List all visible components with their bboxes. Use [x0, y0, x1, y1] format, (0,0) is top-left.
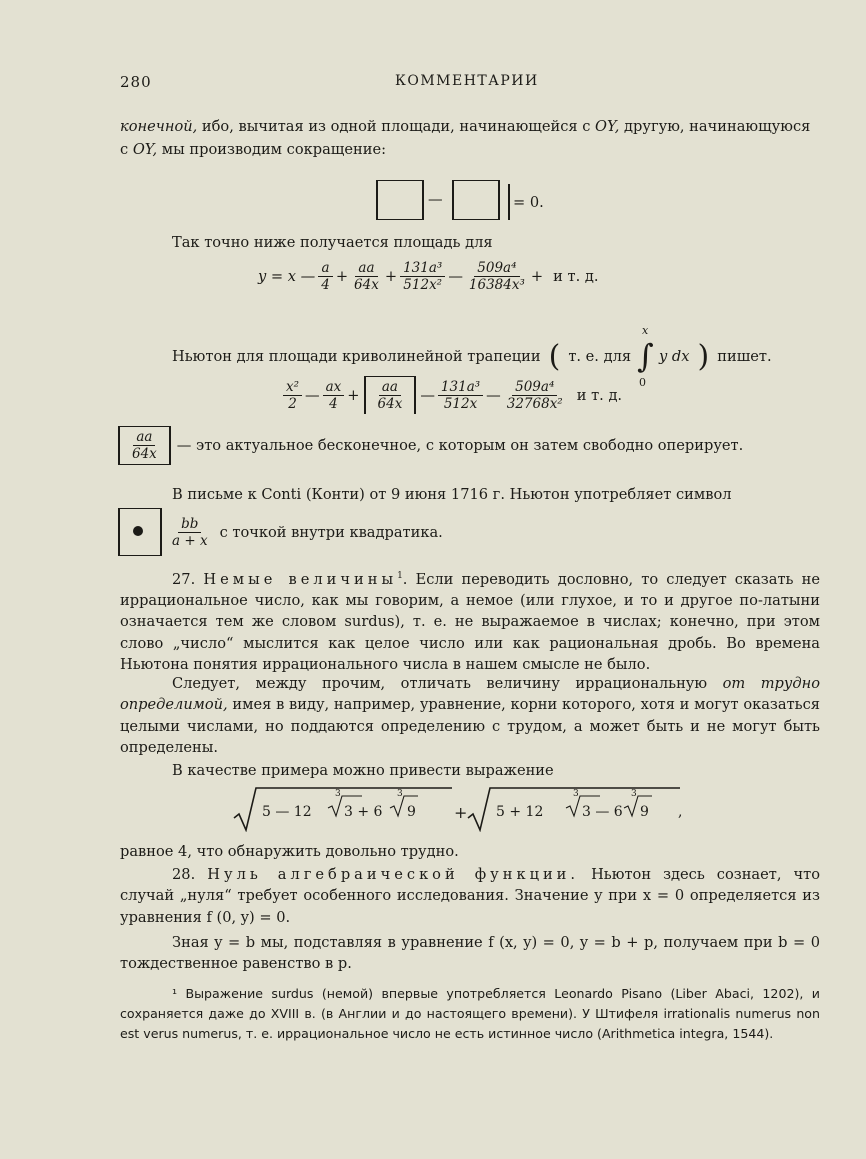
math-oy: OY,: [132, 141, 158, 158]
operator: +: [335, 268, 349, 285]
italic-phrase: от трудно определимой,: [120, 675, 820, 714]
radical-expression: [232, 786, 692, 832]
root-body: 9: [407, 804, 416, 820]
fraction: [504, 379, 566, 412]
dot-icon: [133, 526, 143, 536]
operator: +: [384, 268, 398, 285]
denominator: 16384x³: [468, 277, 525, 293]
paragraph-5: В письме к Conti (Конти) от 9 июня 1716 г. Ньютон употребляет символ: [172, 486, 732, 503]
fraction: [438, 379, 483, 412]
paragraph-2: Так точно ниже получается площадь для: [172, 234, 493, 251]
text-fragment: — это актуальное бесконечное, с которым он затем свободно оперирует.: [176, 437, 744, 454]
paragraph-9: В качестве примера можно привести выражение: [172, 762, 554, 779]
section-number: 28.: [172, 866, 196, 883]
operator: +: [347, 386, 360, 404]
fraction: [318, 260, 333, 293]
denominator: a + x: [172, 532, 208, 549]
text-fragment: Ньютон здесь сознает, что случай „нуля“ требует особенного исследования. Значение y при x = 0 определяется из уравнения f (0, y) = 0.: [120, 866, 821, 926]
paragraph-10: равное 4, что обнаружить довольно трудно.: [120, 843, 459, 860]
boxed-term: [118, 426, 171, 465]
section-number: 27.: [172, 570, 196, 588]
numerator: aa: [379, 379, 401, 396]
boxed-term: [364, 376, 417, 414]
text-fragment: т. е. для: [568, 347, 632, 365]
newton-box-2: [452, 180, 500, 220]
fraction: [351, 260, 382, 293]
operator: —: [420, 386, 435, 404]
numerator: 131a³: [400, 260, 445, 277]
paragraph-6: [118, 508, 443, 556]
fraction: [129, 429, 160, 462]
numerator: 509a⁴: [512, 379, 557, 396]
newton-expression: [280, 376, 622, 414]
footnote: ¹ Выражение surdus (немой) впервые употребляется Leonardo Pisano (Liber Abaci, 1202), и сохраняется даже до XVIII в. (в Англии и до настоящего времени). У Штифеля irrationalis numerus non est verus numerus, т. е. иррациональное число не есть истинное число (Arithmetica integra, 1544).: [120, 986, 820, 1041]
etc: и т. д.: [553, 268, 599, 285]
numerator: 131a³: [438, 379, 483, 396]
denominator: 4: [321, 277, 330, 293]
newton-symbol-box: [118, 508, 162, 556]
math-oy: OY,: [595, 118, 620, 135]
denominator: 512x²: [403, 277, 443, 293]
comma: ,: [678, 804, 683, 820]
text-fragment: Следует, между прочим, отличать величину иррациональную: [172, 675, 723, 692]
denominator: 32768x²: [506, 395, 563, 412]
integral: [637, 324, 659, 389]
etc: и т. д.: [576, 386, 623, 404]
integral-upper: x: [642, 324, 649, 337]
root-index: 3: [335, 789, 341, 799]
paren-open: (: [548, 338, 561, 374]
newton-box-1: [376, 180, 424, 220]
paren-close: ): [697, 338, 710, 374]
integrand: y dx: [659, 347, 690, 365]
text-fragment: Ньютон для площади криволинейной трапеции: [172, 347, 541, 365]
numerator: 509a⁴: [474, 260, 519, 277]
denominator: 512x: [443, 395, 478, 412]
integral-lower: 0: [639, 376, 647, 389]
fraction: [400, 260, 445, 293]
box-bar: [508, 184, 510, 220]
text-fragment: имея в виду, например, уравнение, корни которого, хотя и могут оказаться целыми числами, но поддаются определению с трудом, а может быть и не могут быть определены.: [120, 696, 820, 756]
denominator: 2: [288, 395, 297, 412]
paragraph-12: Зная y = b мы, подставляя в уравнение f (x, y) = 0, y = b + p, получаем при b = 0 тождественное равенство в p.: [120, 934, 820, 973]
denominator: 4: [329, 395, 338, 412]
paragraph-1-line-1: [120, 116, 810, 137]
operator: —: [448, 268, 463, 285]
numerator: x²: [283, 379, 302, 396]
numerator: a: [318, 260, 332, 277]
fraction: [283, 379, 302, 412]
plus-sign: +: [454, 803, 468, 822]
series-equation: [258, 260, 598, 293]
denominator: 64x: [377, 396, 403, 412]
integral-sign-icon: ∫: [637, 337, 654, 375]
numerator: bb: [178, 516, 201, 533]
root-body: 3 + 6: [344, 804, 383, 820]
minus-sign: —: [428, 191, 443, 208]
text-fragment: пишет.: [717, 347, 772, 365]
root-index: 3: [397, 789, 403, 799]
paragraph-section-27: [120, 566, 820, 675]
fraction: [323, 379, 345, 412]
equation-lhs: y = x —: [258, 268, 316, 285]
operator: +: [530, 268, 544, 285]
paragraph-section-28: [120, 864, 820, 928]
fraction: [169, 516, 211, 549]
numerator: aa: [355, 260, 377, 277]
text-fragment: . Если переводить дословно, то следует сказать не иррациональное число, как мы говорим, а немое (или глухое, и то и другое по-латыни означается тем же словом surdus), т. е. не выражаемое в числах; конечно, при этом слово „число“ мыслится как целое число или как рациональная дробь. Во времена Ньютона понятия иррационального числа в нашем смысле не было.: [120, 570, 820, 674]
text-fragment: с точкой внутри квадратика.: [219, 523, 443, 541]
operator: —: [486, 386, 501, 404]
root-index: 3: [631, 789, 637, 799]
footnote-marker: 1: [397, 571, 403, 581]
italic-word: конечной,: [120, 118, 198, 135]
text-fragment: ибо, вычитая из одной площади, начинающейся с: [197, 118, 596, 135]
paragraph-1-line-2: [120, 139, 386, 160]
running-title: КОММЕНТАРИИ: [395, 73, 539, 89]
operator: —: [305, 386, 320, 404]
denominator: 64x: [132, 446, 157, 462]
section-title: Немые величины: [203, 570, 398, 588]
equals-zero: = 0.: [513, 194, 544, 211]
denominator: 64x: [354, 277, 379, 293]
paragraph-4: [118, 426, 743, 465]
radicand-term: 5 + 12: [496, 804, 544, 820]
fraction: [466, 260, 528, 293]
numerator: ax: [323, 379, 345, 396]
fraction: [375, 379, 406, 412]
section-title: Нуль алгебраической функции.: [207, 866, 580, 883]
root-index: 3: [573, 789, 579, 799]
paragraph-8: [120, 673, 820, 758]
radicand-term: 5 — 12: [262, 804, 312, 820]
root-body: 9: [640, 804, 649, 820]
page-number: 280: [120, 73, 152, 91]
text-fragment: мы производим сокращение:: [157, 141, 386, 158]
numerator: aa: [133, 429, 155, 446]
text-fragment: с: [120, 141, 133, 158]
text-fragment: другую, начинающуюся: [619, 118, 811, 135]
root-body: 3 — 6: [582, 804, 623, 820]
